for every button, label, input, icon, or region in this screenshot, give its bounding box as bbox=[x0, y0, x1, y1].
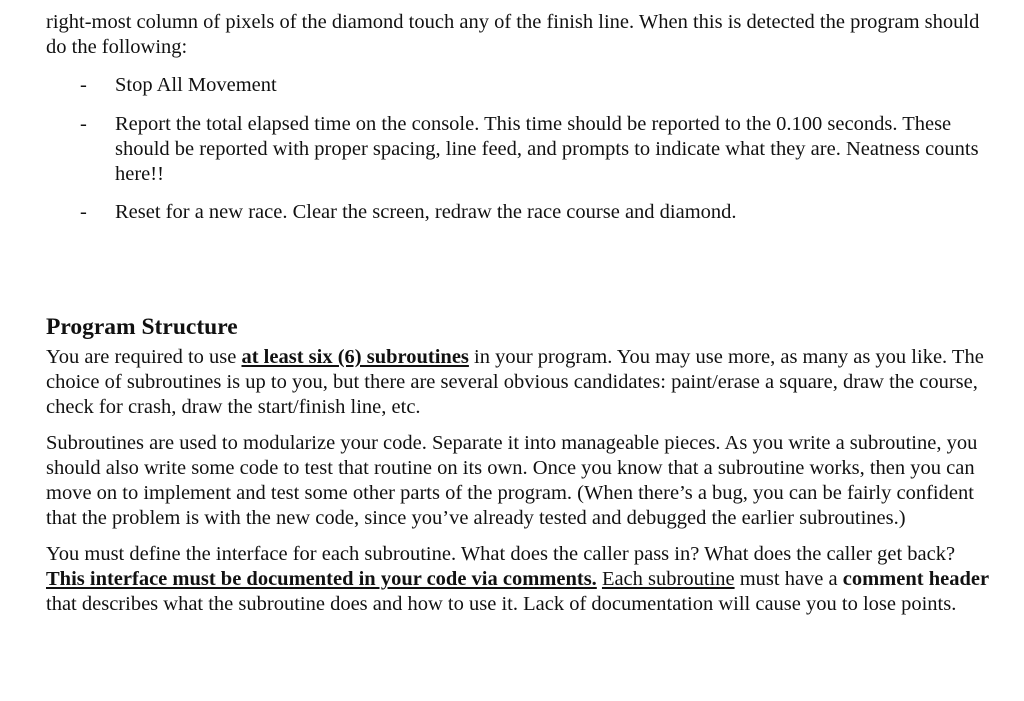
document-page bbox=[46, 10, 996, 617]
interface-paragraph bbox=[46, 542, 996, 617]
list-item bbox=[46, 73, 996, 98]
paragraph-text: You are required to use bbox=[46, 346, 242, 368]
list-item-text: Reset for a new race. Clear the screen, redraw the race course and diamond. bbox=[115, 201, 737, 223]
list-item bbox=[46, 200, 996, 225]
modularize-paragraph: Subroutines are used to modularize your code. Separate it into manageable pieces. As you write a subroutine, you should also write some code to test that routine on its own. Once you know that a subroutine works, then you can move on to implement and test some other parts of the program. (When there’s a bug, you can be fairly confident that the problem is with the new code, since you’ve already tested and debugged the earlier subroutines.) bbox=[46, 432, 978, 529]
paragraph-text: must have a bbox=[734, 568, 843, 590]
emphasis-text: This interface must be documented in your code via comments. bbox=[46, 568, 597, 590]
requirements-list bbox=[46, 73, 996, 225]
list-item bbox=[46, 112, 996, 187]
underlined-text: Each subroutine bbox=[601, 568, 735, 590]
emphasis-text: at least six (6) subroutines bbox=[241, 346, 469, 368]
subroutines-paragraph bbox=[46, 345, 996, 420]
bullet-dash: - bbox=[80, 74, 87, 96]
paragraph-text: that describes what the subroutine does and how to use it. Lack of documentation will cause you to lose points. bbox=[46, 593, 957, 615]
bullet-dash: - bbox=[80, 113, 87, 135]
bold-text: comment header bbox=[842, 568, 990, 590]
intro-paragraph: right-most column of pixels of the diamond touch any of the finish line. When this is detected the program should do the following: bbox=[46, 11, 980, 58]
paragraph-text: You must define the interface for each subroutine. What does the caller pass in? What does the caller get back? bbox=[46, 543, 956, 565]
section-heading: Program Structure bbox=[46, 314, 238, 340]
list-item-text: Stop All Movement bbox=[115, 74, 277, 96]
bullet-dash: - bbox=[80, 201, 87, 223]
list-item-text: Report the total elapsed time on the console. This time should be reported to the 0.100 seconds. These should be reported with proper spacing, line feed, and prompts to indicate what they are. Neatness counts here!! bbox=[115, 113, 979, 185]
paragraph-text: in your program. You may use more, as many as you like. The choice of subroutines is up to you, but there are several obvious candidates: paint/erase a square, draw the course, check for crash, draw the start/finish line, etc. bbox=[46, 346, 984, 418]
